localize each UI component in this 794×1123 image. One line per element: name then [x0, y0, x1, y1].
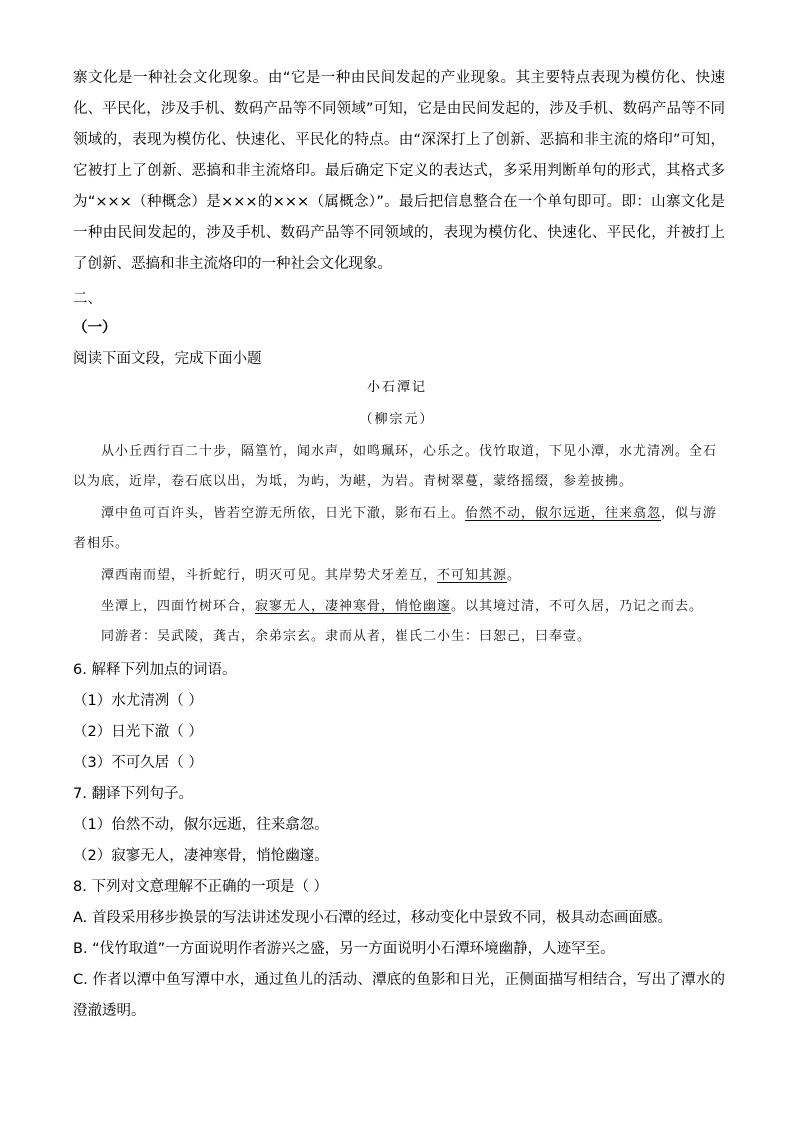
- passage-paragraph-3: [73, 561, 725, 591]
- question-6-item: （3）不可久居（ ）: [73, 755, 203, 771]
- question-6-item: （1）水尤清冽（ ）: [73, 693, 203, 709]
- question-6-stem: 6. 解释下列加点的词语。: [73, 662, 237, 678]
- passage-text: 。: [507, 568, 522, 583]
- question-7-stem: 7. 翻译下列句子。: [73, 786, 193, 802]
- intro-paragraph: 寨文化是一种社会文化现象。由“它是一种由民间发起的产业现象。其主要特点表现为模仿化、快速化、平民化，涉及手机、数码产品等不同领域”可知，它是由民间发起的，涉及手机、数码产品等不同领域的，表现为模仿化、快速化、平民化的特点。由“深深打上了创新、恶搞和非主流的烙印”可知，它被打上了创新、恶搞和非主流烙印。最后确定下定义的表达式，多采用判断单句的形式，其格式多为“×××（种概念）是×××的×××（属概念）”。最后把信息整合在一个单句即可。即：山寨文化是一种由民间发起的，涉及手机、数码产品等不同领域的，表现为模仿化、快速化、平民化，并被打上了创新、恶搞和非主流烙印的一种社会文化现象。: [73, 70, 725, 272]
- passage-author: （柳宗元）: [359, 412, 435, 427]
- passage-title: 小石潭记: [366, 380, 427, 395]
- reading-instruction: 阅读下面文段，完成下面小题: [73, 351, 262, 367]
- passage-text: 。以其境过清，不可久居，乃记之而去。: [451, 599, 704, 614]
- passage-paragraph-2: [73, 499, 725, 559]
- underlined-sentence: 佁然不动，俶尔远逝，往来翕忽: [465, 506, 662, 521]
- passage-paragraph-4: [73, 592, 725, 622]
- question-8-stem: 8. 下列对文意理解不正确的一项是（ ）: [73, 879, 329, 895]
- question-7-item: （1）佁然不动，俶尔远逝，往来翕忽。: [73, 817, 329, 833]
- subsection-heading-one: （一）: [73, 320, 117, 336]
- passage-paragraph-5: 同游者：吴武陵，龚古，余弟宗玄。隶而从者，崔氏二小生：曰恕己，曰奉壹。: [101, 629, 592, 644]
- passage-text: 潭中鱼可百许头，皆若空游无所依，日光下澈，影布石上。: [101, 506, 466, 521]
- question-8-option-c: C. 作者以潭中鱼写潭中水，通过鱼儿的活动、潭底的鱼影和日光，正侧面描写相结合，写出了潭水的澄澈透明。: [73, 972, 725, 1019]
- underlined-phrase: 不可知其源: [437, 568, 508, 583]
- passage-text: 坐潭上，四面竹树环合，: [101, 599, 256, 614]
- passage-text: ，似与游者相乐。: [73, 506, 718, 551]
- question-6-item: （2）日光下澈（ ）: [73, 724, 203, 740]
- section-heading-two: 二、: [73, 291, 102, 307]
- passage-paragraph-1: 从小丘西行百二十步，隔篁竹，闻水声，如鸣珮环，心乐之。伐竹取道，下见小潭，水尤清冽。全石以为底，近岸，卷石底以出，为坻，为屿，为嵁，为岩。青树翠蔓，蒙络摇缀，参差披拂。: [73, 444, 718, 489]
- question-8-option-b: B. “伐竹取道”一方面说明作者游兴之盛，另一方面说明小石潭环境幽静，人迹罕至。: [73, 941, 615, 957]
- question-8-option-a: A. 首段采用移步换景的写法讲述发现小石潭的经过，移动变化中景致不同，极具动态画面感。: [73, 910, 672, 926]
- underlined-sentence: 寂寥无人，凄神寒骨，悄怆幽邃: [255, 599, 452, 614]
- passage-text: 潭西南而望，斗折蛇行，明灭可见。其岸势犬牙差互，: [101, 568, 438, 583]
- question-7-item: （2）寂寥无人，凄神寒骨，悄怆幽邃。: [73, 848, 329, 864]
